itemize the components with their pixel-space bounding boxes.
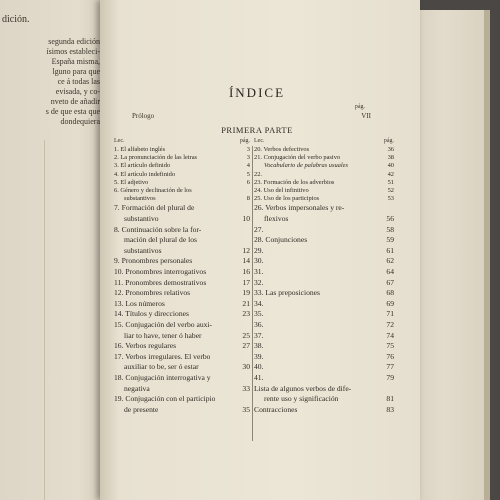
index-entry (254, 214, 394, 225)
index-entry (254, 154, 394, 162)
index-entry (114, 320, 250, 331)
entry-page: 27 (242, 341, 250, 351)
left-page-line: lguno para que (52, 67, 100, 76)
part-heading: PRIMERA PARTE (221, 125, 293, 135)
prologue-page: VII (361, 112, 371, 120)
entry-page: 81 (386, 394, 394, 404)
index-entry (254, 309, 394, 320)
entry-page: 38 (387, 154, 394, 162)
entry-text: 22. (254, 170, 262, 178)
entry-text: 37. (254, 330, 264, 340)
entry-page: 59 (386, 235, 394, 245)
entry-text: 5. El adjetivo (114, 178, 149, 186)
entry-text: 32. (254, 277, 264, 287)
entry-text: 27. (254, 224, 264, 234)
entry-text: 16. Verbos regulares (114, 341, 177, 351)
entry-text: 34. (254, 298, 264, 308)
entry-page: 3 (246, 146, 250, 153)
entry-page: 56 (386, 214, 394, 224)
entry-page: 25 (242, 330, 250, 340)
entry-page: 23 (242, 309, 250, 319)
index-column-right (254, 138, 394, 415)
entry-text: 7. Formación del plural de (114, 203, 195, 213)
entry-text: 13. Los números (114, 298, 165, 308)
entry-page: 62 (386, 256, 394, 266)
entry-text: Vocabulario de palabras usuales (264, 162, 348, 170)
entry-text: 21. Conjugación del verbo pasivo (254, 154, 341, 162)
entry-text: 14. Títulos y direcciones (114, 309, 189, 319)
index-entry (114, 278, 250, 289)
index-entry (254, 320, 394, 331)
left-page-line: España misma, (51, 57, 100, 66)
index-entry (254, 394, 394, 405)
index-entry (254, 341, 394, 352)
entry-page: 71 (386, 309, 394, 319)
entry-page: 68 (386, 288, 394, 298)
entry-page: 64 (386, 266, 394, 276)
entry-page: 6 (246, 178, 250, 186)
entry-text: 19. Conjugación con el participio (114, 394, 216, 404)
entry-text: 10. Pronombres interrogativos (114, 266, 207, 276)
index-entry (114, 362, 250, 373)
index-entry (254, 187, 394, 195)
entry-page: 30 (242, 362, 250, 372)
entry-text: 23. Formación de los adverbios (254, 178, 335, 186)
index-entry (114, 331, 250, 342)
entry-text: 35. (254, 309, 264, 319)
entry-text: 41. (254, 372, 264, 382)
left-page-line: dición. (2, 14, 30, 25)
index-entry (254, 373, 394, 384)
index-entry (114, 384, 250, 395)
index-entry (114, 154, 250, 162)
entry-page: 51 (387, 178, 394, 186)
left-page-line: ce á todas las (57, 77, 100, 86)
entry-page: 16 (242, 266, 250, 276)
entry-page: 5 (246, 170, 250, 178)
index-entry (114, 246, 250, 257)
entry-text: 30. (254, 256, 264, 266)
column-header (114, 138, 250, 146)
entry-page: 4 (246, 162, 250, 170)
entry-text: 18. Conjugación interrogativa y (114, 372, 211, 382)
entry-text: 31. (254, 266, 264, 276)
entry-text: 39. (254, 351, 264, 361)
index-entry (254, 267, 394, 278)
index-entry (114, 288, 250, 299)
index-entry (114, 405, 250, 416)
entry-page: 77 (386, 362, 394, 372)
entry-text: 29. (254, 245, 264, 255)
index-entry (254, 278, 394, 289)
index-entry (114, 235, 250, 246)
page-title: ÍNDICE (228, 85, 286, 100)
left-page-line: dondequiera (60, 117, 100, 126)
index-entry (114, 267, 250, 278)
entry-page: 75 (386, 341, 394, 351)
index-entry (254, 195, 394, 203)
back-pages (412, 10, 490, 500)
entry-text: 6. Género y declinación de los (114, 187, 192, 195)
left-page-line: nveto de añadir (50, 97, 100, 106)
index-entry (254, 352, 394, 363)
entry-text: liar to have, tener ó haber (124, 330, 202, 340)
entry-text: 40. (254, 362, 264, 372)
index-entry (254, 299, 394, 310)
page-stack-edge (484, 10, 490, 500)
entry-text: 11. Pronombres demostrativos (114, 277, 207, 287)
index-column-left (114, 138, 250, 415)
index-entry (114, 394, 250, 405)
index-content (112, 0, 402, 500)
entry-page: 3 (246, 154, 250, 162)
left-page-line: evisada, y co- (55, 87, 100, 96)
entry-text: 1. El alfabeto inglés (114, 146, 166, 153)
entry-text: substantivos (124, 245, 162, 255)
index-entry (254, 146, 394, 154)
entry-text: negativa (124, 383, 150, 393)
pag-label: pág. (354, 104, 365, 110)
entry-page: 19 (242, 288, 250, 298)
column-header (254, 138, 394, 146)
index-entry (114, 195, 250, 203)
index-entry (254, 288, 394, 299)
index-entry (114, 309, 250, 320)
entry-text: 12. Pronombres relativos (114, 288, 191, 298)
entry-page: 69 (386, 298, 394, 308)
index-entry (114, 171, 250, 179)
entry-text: 26. Verbos impersonales y re- (254, 203, 345, 213)
entry-page: 79 (386, 372, 394, 382)
index-entry (114, 341, 250, 352)
entry-text: 3. El artículo definido (114, 162, 171, 170)
entry-page: 74 (386, 330, 394, 340)
index-entry (114, 352, 250, 363)
index-entry (114, 146, 250, 154)
entry-text: 4. El artículo indefinido (114, 170, 176, 178)
left-page-line: ísimos estableci- (46, 47, 100, 56)
index-entry (254, 405, 394, 416)
index-entry (254, 246, 394, 257)
entry-text: substantivo (124, 214, 159, 224)
entry-text: 20. Verbos defectivos (254, 146, 310, 153)
entry-text: rente uso y significación (264, 394, 339, 404)
entry-page: 8 (246, 195, 250, 203)
entry-page: 12 (242, 245, 250, 255)
left-page-line: s de que esta que (45, 107, 100, 116)
entry-page: 52 (387, 187, 394, 195)
pag-label: pág. (383, 138, 394, 144)
pag-label: pág. (239, 138, 250, 144)
entry-text: de presente (124, 404, 159, 414)
index-entry (254, 225, 394, 236)
entry-text: flexivos (264, 214, 289, 224)
index-entry (114, 162, 250, 170)
entry-text: 15. Conjugación del verbo auxi- (114, 319, 213, 329)
entry-text: 17. Verbos irregulares. El verbo (114, 351, 211, 361)
entry-page: 58 (386, 224, 394, 234)
left-page-line: segunda edición (48, 37, 100, 46)
entry-page: 33 (242, 383, 250, 393)
index-entry (114, 373, 250, 384)
entry-page: 14 (242, 256, 250, 266)
entry-text: 38. (254, 341, 264, 351)
entry-text: auxiliar to be, ser ó estar (124, 362, 199, 372)
prologue-row (132, 104, 377, 120)
page-edge (44, 140, 45, 500)
index-entry (114, 214, 250, 225)
index-entry (254, 203, 394, 214)
index-entry (114, 299, 250, 310)
entry-page: 21 (242, 298, 250, 308)
entry-text: 24. Uso del infinitivo (254, 187, 309, 195)
entry-text: 8. Continuación sobre la for- (114, 224, 202, 234)
entry-text: substantivos (124, 195, 156, 203)
entry-page: 72 (386, 319, 394, 329)
entry-page: 83 (386, 404, 394, 414)
entry-page: 42 (387, 170, 394, 178)
entry-text: Contracciones (254, 404, 298, 414)
prologue-label: Prólogo (132, 112, 155, 120)
index-entry (254, 384, 394, 395)
entry-page: 61 (386, 245, 394, 255)
index-entry (254, 256, 394, 267)
entry-text: Lista de algunos verbos de dife- (254, 383, 352, 393)
index-entry (254, 162, 394, 170)
entry-page: 35 (242, 404, 250, 414)
index-entry (114, 256, 250, 267)
entry-page: 76 (386, 351, 394, 361)
entry-page: 40 (387, 162, 394, 170)
index-entry (114, 203, 250, 214)
entry-text: 25. Uso de los participios (254, 195, 320, 203)
index-entry (254, 179, 394, 187)
index-entry (254, 171, 394, 179)
entry-text: 9. Pronombres personales (114, 256, 193, 266)
entry-text: 28. Conjunciones (254, 235, 308, 245)
index-entry (114, 225, 250, 236)
index-entry (254, 362, 394, 373)
entry-page: 67 (386, 277, 394, 287)
index-entry (114, 187, 250, 195)
lec-label: Lec. (114, 138, 125, 144)
entry-page: 17 (242, 277, 250, 287)
entry-page: 53 (387, 195, 394, 203)
index-entry (114, 179, 250, 187)
left-book-page (0, 0, 112, 500)
entry-text: 33. Las preposiciones (254, 288, 321, 298)
column-divider (252, 146, 253, 441)
entry-page: 10 (242, 214, 250, 224)
index-entry (254, 331, 394, 342)
entry-page: 36 (387, 146, 394, 153)
entry-text: mación del plural de los (124, 235, 197, 245)
entry-text: 2. La pronunciación de las letras (114, 154, 198, 162)
entry-text: 36. (254, 319, 264, 329)
lec-label: Lec. (254, 138, 265, 144)
index-entry (254, 235, 394, 246)
